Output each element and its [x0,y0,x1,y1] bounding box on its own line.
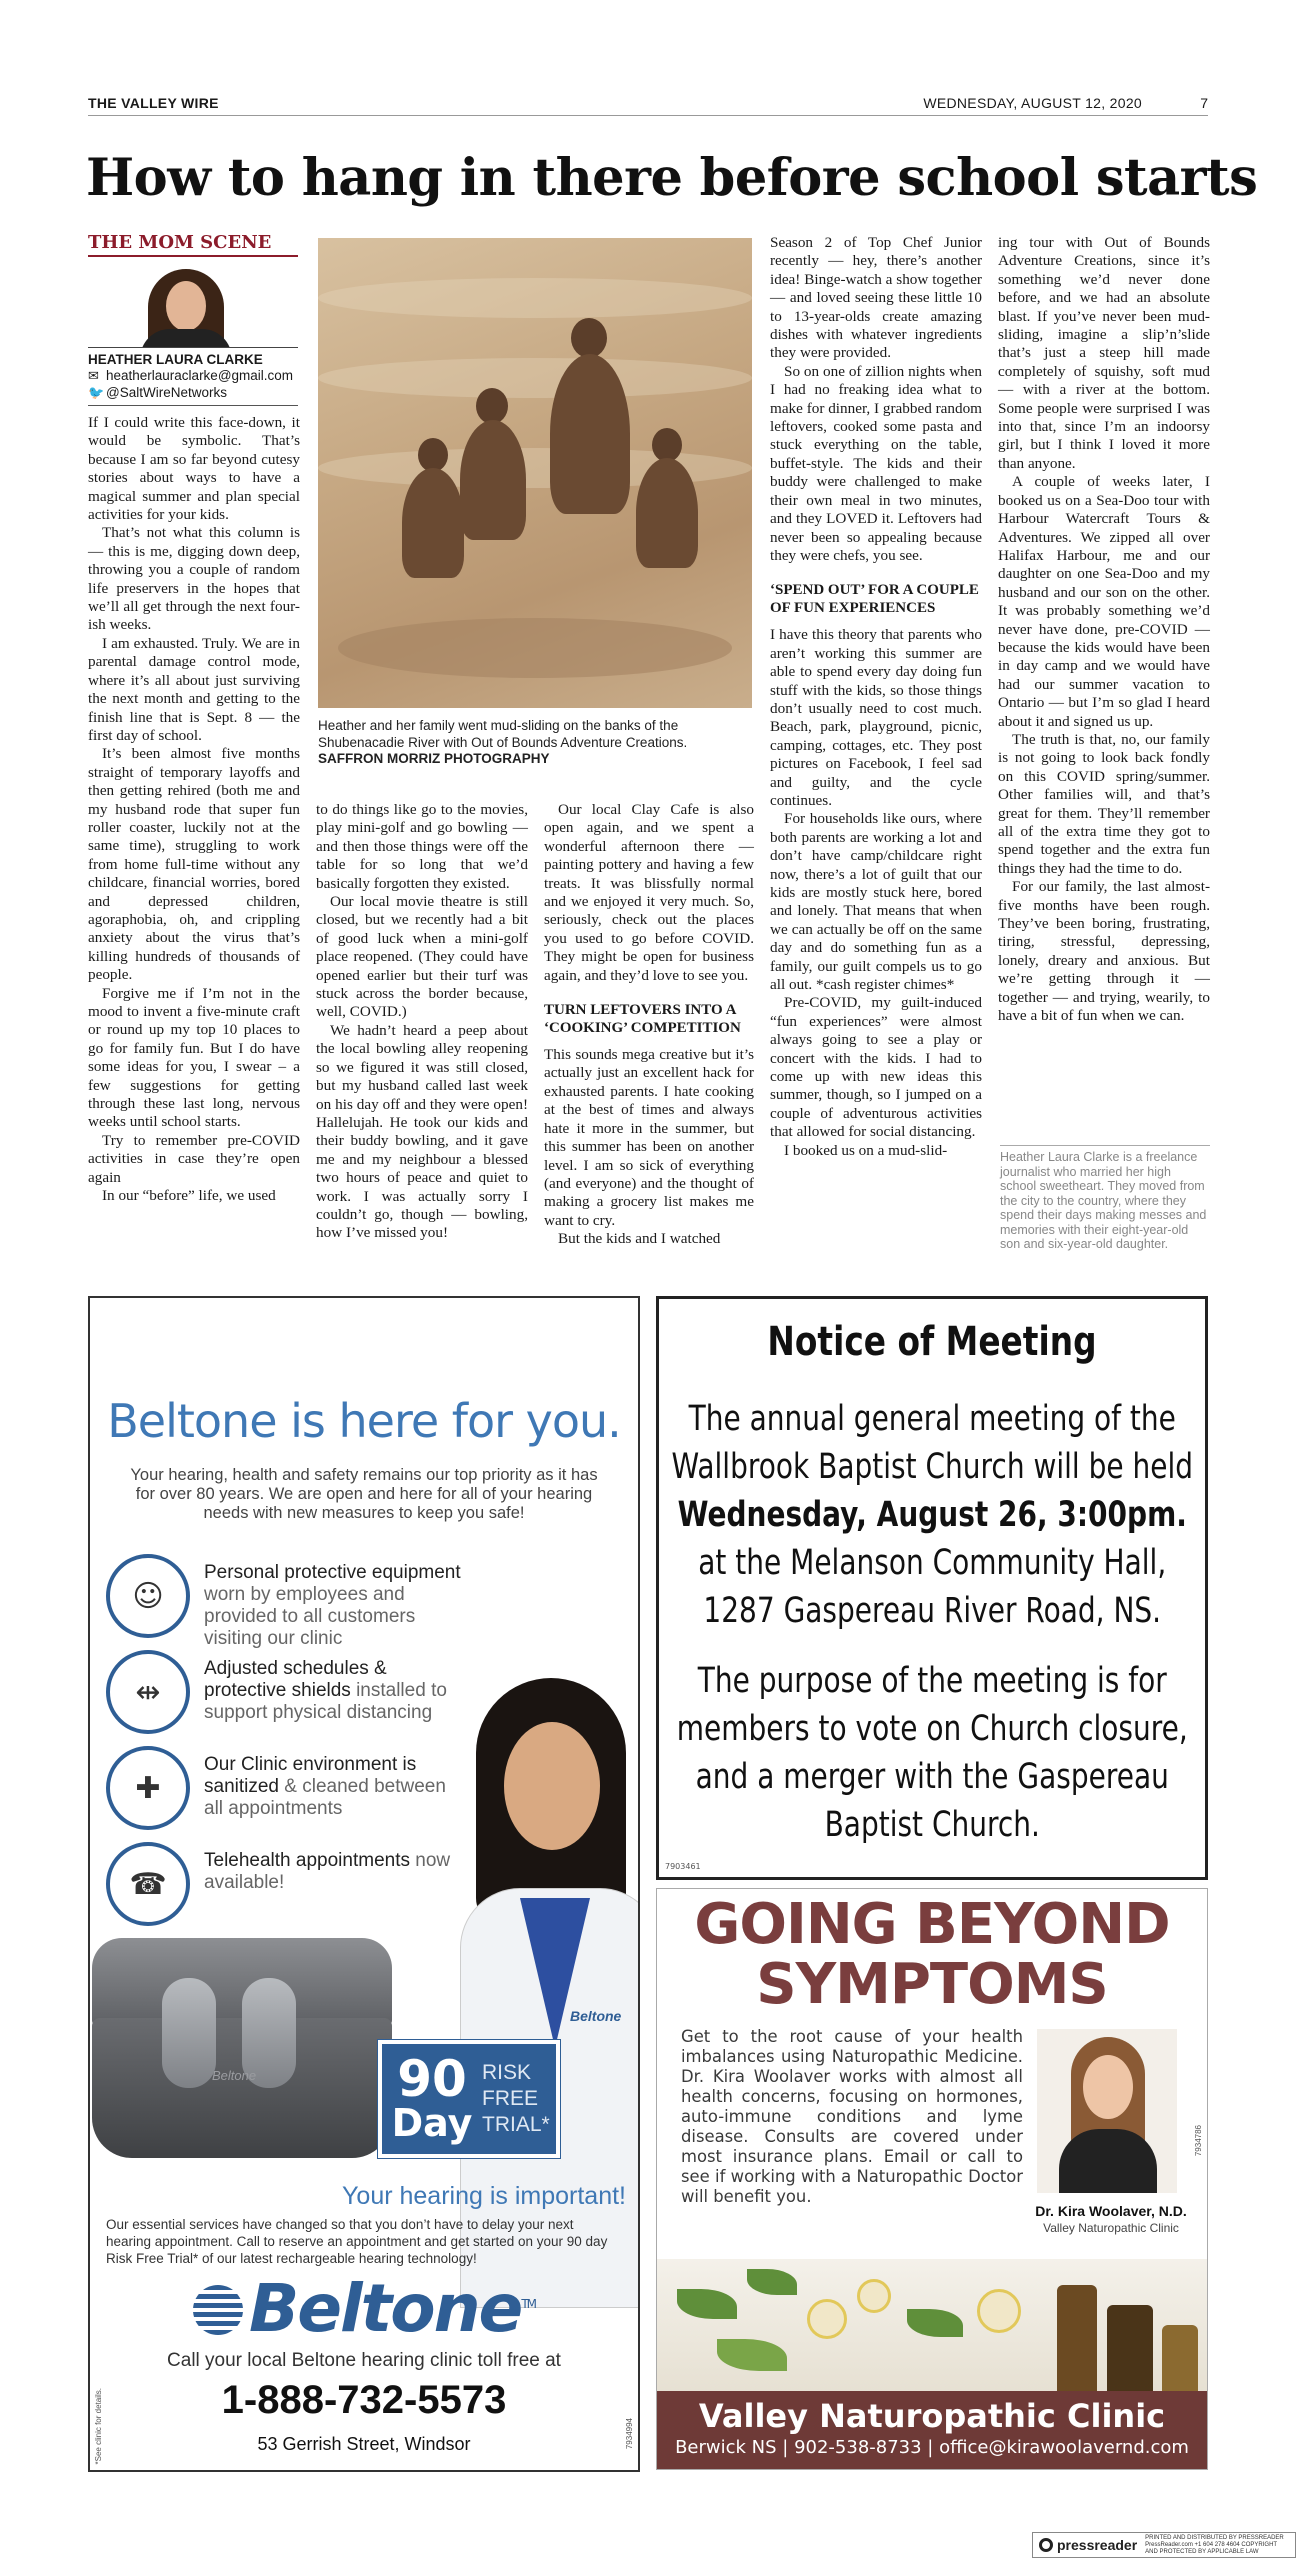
risk-free-trial-badge: 90 Day RISK FREE TRIAL* [378,2040,560,2158]
feature-sanitized: ✚ Our Clinic environment is sanitized & cleaned between all appointments [106,1746,466,1830]
feature-distancing: ⇹ Adjusted schedules & protective shields installed to support physical distancing [106,1650,466,1734]
notice-purpose: The purpose of the meeting is for members to vote on Church closure, and a merger with the Gaspereau Baptist Church. [676,1661,1188,1845]
beltone-logo: Beltone™ [90,2270,638,2347]
paragraph: Try to remember pre-COVID activities in case they’re open again [88,1131,300,1186]
paragraph: I am exhausted. Truly. We are in parental damage control mode, where it’s all about just surviving the next month and getting to the finish line that is Sept. 8 — the first day of school. [88,634,300,744]
byline-divider [88,405,298,406]
photo-credit: SAFFRON MORRIZ PHOTOGRAPHY [318,751,550,766]
publication-name: THE VALLEY WIRE [88,94,219,111]
author-twitter[interactable]: @SaltWireNetworks [106,385,227,400]
paragraph: Our local Clay Cafe is also open again, and we spent a wonderful afternoon there — painting pottery and having a few treats. It was blissfully normal and we enjoyed it very much. So, seriously, check out the places you used to go before COVID. They might be open for business again, and they’d love to see you. [544,801,754,984]
notice-details: The annual general meeting of the Wallbrook Baptist Church will be held Wednesday, August 26, 3:00pm. at the Melanson Community Hall, 1287 Gaspereau River Road, NS. [671,1399,1193,1631]
notice-of-meeting [656,1296,1208,1880]
paragraph: In our “before” life, we used [102,1187,276,1205]
paragraph: Forgive me if I’m not in the mood to invent a five-minute craft or round up my top 10 places to go for family fun. But I do have some ideas for you, I swear – a few suggestions for getting through these last long, nervous weeks until school starts. [88,984,300,1131]
article-headline: How to hang in there before school starts [86,148,1258,208]
paragraph: So on one of zillion nights when I had no freaking idea what to make for dinner, I grabbed random leftovers, cooked some pasta and stuck everything on the table, buffet-style. The kids and their buddy were challenged to make their own meal in two minutes, and they LOVED it. Leftovers had never been so appealing because they were chefs, you see. [770,362,982,564]
beltone-call-line: Call your local Beltone hearing clinic toll free at [167,2350,561,2371]
doctor-portrait [1037,2029,1177,2193]
byline-block [88,232,298,406]
paragraph: For our family, the last almost-five months have been rough. They’ve been boring, frustrating, tiring, stressful, depressing, lonely, dreary and anxious. But we’re getting through it — together — and trying, wearily, to have a bit of fun when we can. [998,878,1210,1025]
article-column-1 [88,414,300,1205]
paragraph: ing tour with Out of Bounds Adventure Creations, since it’s something we’d never done before, and we had an absolute blast. If you’ve never been mud-sliding, imagine a slip’n’slide that’s just a steep hill made completely of squishy, soft mud — with a river at the bottom. Some people were surprised I was into that, since I’m an indoorsy girl, but I think I loved it more than anyone. [998,234,1210,472]
issue-date: WEDNESDAY, AUGUST 12, 2020 [923,94,1142,111]
beltone-address: 53 Gerrish Street, Windsor [257,2434,471,2454]
distance-icon: ⇹ [106,1650,190,1734]
article-column-5 [998,234,1210,1025]
beltone-phone[interactable]: 1-888-732-5573 [221,2378,507,2422]
page-header [88,90,1208,116]
sanitizer-icon: ✚ [106,1746,190,1830]
paragraph: If I could write this face-down, it would be symbolic. That’s because I am so far beyond cutesy stories about ways to have a magical summer and plan special activities for your kids. [88,414,300,524]
doctor-name: Dr. Kira Woolaver, N.D. [1035,2203,1187,2219]
meeting-datetime: Wednesday, August 26, 3:00pm. [677,1495,1187,1535]
author-name: HEATHER LAURA CLARKE [88,347,298,367]
herbs-image [657,2259,1207,2395]
twitter-bird-icon: 🐦 [88,385,105,400]
beltone-ad-code: 7934994 [625,2418,634,2450]
clinic-contact[interactable]: Berwick NS | 902-538-8733 | office@kirawoolavernd.com [675,2437,1189,2458]
photo-caption [318,718,758,768]
naturopathic-ad[interactable] [656,1888,1208,2470]
beltone-tagline: Your hearing is important! [342,2182,626,2210]
paragraph: I booked us on a mud-slid- [784,1141,948,1159]
article-column-4 [770,234,982,1160]
caption-text: Heather and her family went mud-sliding on the banks of the Shubenacadie River with Out of Bounds Adventure Creations. [318,718,688,750]
notice-code: 7903461 [665,1862,701,1871]
subhead-leftovers: TURN LEFTOVERS INTO A ‘COOKING’ COMPETITION [544,1002,741,1037]
clinic-name: Valley Naturopathic Clinic [698,2397,1166,2435]
beltone-ad[interactable] [88,1296,640,2472]
page-number: 7 [1200,94,1208,111]
beltone-intro: Your hearing, health and safety remains our top priority as it has for over 80 years. We are open and here for all of your hearing needs with new measures to keep you safe! [130,1466,598,1522]
beltone-fine-print: *See clinic for details. [94,2388,103,2465]
envelope-icon: ✉ [88,368,99,383]
paragraph: This sounds mega creative but it’s actually just an excellent hack for exhausted parents. I hate cooking at the best of times and always hate it more in the summer, but this summer has been on another level. I am so sick of everything (and everyone) and the thought of making a grocery list makes me want to cry. [544,1046,754,1229]
feature-ppe: ☺ Personal protective equipment worn by employees and provided to all customers visiting our clinic [106,1554,466,1650]
paragraph: That’s not what this column is — this is me, digging down deep, throwing you a couple of random life preservers in the hopes that we’ll all get through the next four-ish weeks. [88,524,300,634]
mask-icon: ☺ [106,1554,190,1638]
naturo-headline: GOING BEYOND SYMPTOMS [694,1892,1170,2017]
paragraph: Our local movie theatre is still closed, but we recently had a bit of good luck when a mini-golf place reopened. (They could have opened earlier but their turf was stuck across the border because, well, COVID.) [316,893,528,1021]
pressreader-badge[interactable] [1032,2532,1296,2558]
pressreader-fine-print: PRINTED AND DISTRIBUTED BY PRESSREADER PressReader.com +1 604 278 4604 COPYRIGHT AND PROTECTED BY APPLICABLE LAW [1145,2534,1284,2555]
beltone-logo-mark-icon [193,2285,243,2335]
paragraph: It’s been almost five months straight of temporary layoffs and then getting rehired (both me and my husband rode that super fun roller coaster, luckily not at the same time), struggling to work from home full-time without any childcare, financial worries, bored and depressed children, agoraphobia, oh, and crippling anxiety about the virus that’s killing hundreds of thousands of people. [88,745,300,984]
author-bio: Heather Laura Clarke is a freelance journalist who married her high school sweetheart. They moved from the city to the country, where they spend their days making messes and memories with their eight-year-old son and six-year-old daughter. [1000,1145,1210,1252]
clinic-banner [657,2391,1207,2469]
article-column-3 [544,801,754,1249]
naturo-ad-code: 7934786 [1194,2125,1203,2157]
author-photo [136,263,236,347]
telehealth-icon: ☎ [106,1842,190,1926]
pressreader-logo-icon [1039,2538,1053,2552]
paragraph: For households like ours, where both parents are working a lot and don’t have camp/childcare right now, there’s a lot of guilt that our kids are mostly stuck here, bored and lonely. That means that when we can actually be off on the same day and do something fun as a family, our guilt compels us to go all out. *cash register chimes* [770,810,982,994]
paragraph: The truth is that, no, our family is not going to look back fondly on this COVID spring/summer. Other families will, and that’s great for them. They’ll remember all of the extra time they got to spend together and the extra fun things they had the time to do. [998,730,1210,877]
paragraph: A couple of weeks later, I booked us on a Sea-Doo tour with Harbour Watercraft Tours & Adventures. We zipped all over Halifax Harbour, me and our daughter on one Sea-Doo and my husband and our son on the other. It was probably something we’d never have done, pre-COVID — because the kids would have been in day camp and we would have had our summer vacation to Ontario — but I’m so glad I heard about it and signed us up. [998,473,1210,730]
hearing-aid-case-image [92,1938,392,2158]
coat-logo: Beltone [570,2008,622,2024]
notice-title: Notice of Meeting [767,1319,1097,1365]
naturo-body: Get to the root cause of your health imbalances using Naturopathic Medicine. Dr. Kira Woolaver works with almost all health concerns, focusing on hormones, auto-immune conditions and lyme disease. Consults are covered under most insurance plans. Email or call to see if working with a Naturopathic Doctor will benefit you. [681,2027,1023,2206]
case-brand: Beltone [212,2068,257,2083]
author-email-row[interactable] [88,367,298,384]
article-column-2 [316,801,528,1243]
feature-telehealth: ☎ Telehealth appointments now available! [106,1842,466,1926]
article-photo [318,238,752,708]
paragraph: But the kids and I watched [558,1230,721,1248]
paragraph: We hadn’t heard a peep about the local bowling alley reopening so we figured it was still closed, but my husband called last week on his day off and they were open! Hallelujah. He took our kids and their buddy bowling, and it gave me and my neighbour a blessed two hours of peace and quiet to work. I was actually sorry I couldn’t go, though — bowling, how I’ve missed you! [316,1021,528,1242]
paragraph: Season 2 of Top Chef Junior recently — hey, there’s another idea! Binge-watch a show together — and loved seeing these little 10 to 13-year-olds create amazing dishes with whatever ingredients they were provided. [770,234,982,362]
author-twitter-row[interactable] [88,384,298,401]
doctor-clinic: Valley Naturopathic Clinic [1043,2221,1179,2235]
beltone-services-text: Our essential services have changed so that you don’t have to delay your next hearing appointment. Call to reserve an appointment and get started on your 90 day Risk Free Trial* of our latest rechargeable hearing technology! [106,2217,608,2266]
section-title: THE MOM SCENE [88,232,298,257]
paragraph: Pre-COVID, my guilt-induced “fun experiences” were almost always going to see a play or concert with the kids. I had to come up with new ideas this summer, though, so I jumped on a couple of adventurous activities that allowed for social distancing. [770,994,982,1141]
pressreader-brand: pressreader [1057,2537,1138,2553]
subhead-spend-out: ‘SPEND OUT’ FOR A COUPLE OF FUN EXPERIENCES [770,582,979,617]
paragraph: I have this theory that parents who aren’t working this summer are able to spend every day doing fun stuff with the kids, so those things don’t usually need to cost much. Beach, park, playground, picnic, camping, cottages, etc. They post pictures on Facebook, I feel sad and guilty, and the cycle continues. [770,626,982,809]
beltone-headline: Beltone is here for you. [107,1394,621,1448]
paragraph: to do things like go to the movies, play mini-golf and go bowling — and then those things were off the table for so long that we’d basically forgotten they existed. [316,801,528,892]
author-email[interactable]: heatherlauraclarke@gmail.com [106,368,294,383]
